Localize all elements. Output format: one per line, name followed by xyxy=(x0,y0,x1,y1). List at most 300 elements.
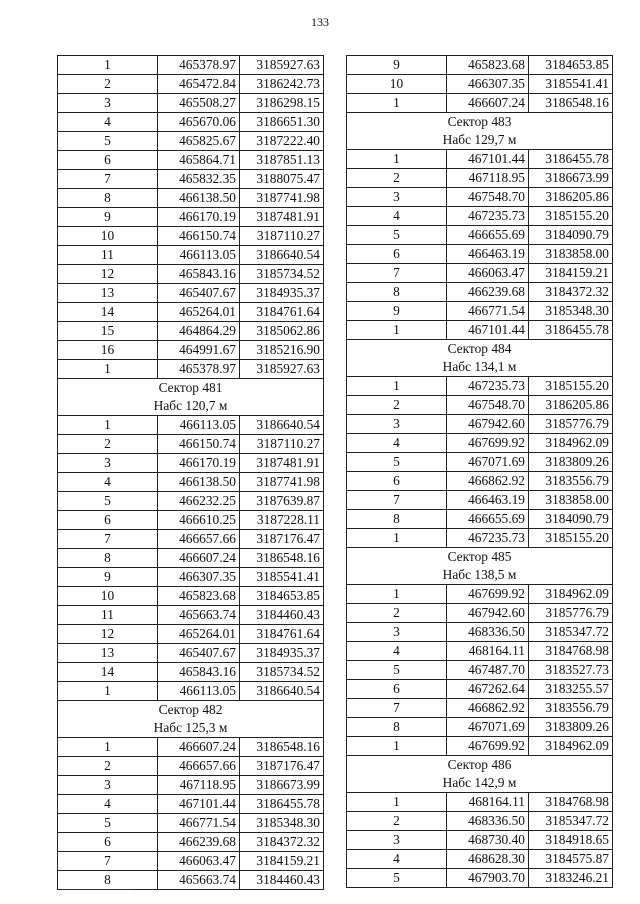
nabs-row xyxy=(347,566,613,585)
table-row xyxy=(58,94,324,113)
nabs-row xyxy=(347,358,613,377)
y-coordinate-cell: 3185776.79 xyxy=(529,604,613,623)
nabs-value: Набс 129,7 м xyxy=(347,131,613,150)
table-row xyxy=(347,396,613,415)
table-row xyxy=(347,434,613,453)
point-number-cell: 10 xyxy=(58,227,158,246)
table-row xyxy=(58,871,324,890)
point-number-cell: 5 xyxy=(347,661,447,680)
point-number-cell: 1 xyxy=(58,416,158,435)
point-number-cell: 7 xyxy=(347,491,447,510)
x-coordinate-cell: 464864.29 xyxy=(158,322,240,341)
y-coordinate-cell: 3187481.91 xyxy=(240,208,324,227)
x-coordinate-cell: 466113.05 xyxy=(158,246,240,265)
y-coordinate-cell: 3186298.15 xyxy=(240,94,324,113)
y-coordinate-cell: 3184935.37 xyxy=(240,644,324,663)
x-coordinate-cell: 466862.92 xyxy=(447,472,529,491)
y-coordinate-cell: 3185155.20 xyxy=(529,377,613,396)
table-row xyxy=(347,812,613,831)
x-coordinate-cell: 467699.92 xyxy=(447,585,529,604)
table-row xyxy=(347,793,613,812)
table-row xyxy=(58,814,324,833)
y-coordinate-cell: 3186548.16 xyxy=(529,94,613,113)
x-coordinate-cell: 467235.73 xyxy=(447,207,529,226)
point-number-cell: 6 xyxy=(347,245,447,264)
y-coordinate-cell: 3184460.43 xyxy=(240,606,324,625)
y-coordinate-cell: 3184653.85 xyxy=(529,56,613,75)
sector-header-row xyxy=(347,548,613,567)
table-row xyxy=(347,302,613,321)
table-row xyxy=(58,795,324,814)
y-coordinate-cell: 3183556.79 xyxy=(529,699,613,718)
table-row xyxy=(58,587,324,606)
y-coordinate-cell: 3184090.79 xyxy=(529,226,613,245)
x-coordinate-cell: 466063.47 xyxy=(158,852,240,871)
nabs-row xyxy=(347,131,613,150)
sector-title: Сектор 486 xyxy=(347,756,613,775)
x-coordinate-cell: 466655.69 xyxy=(447,510,529,529)
y-coordinate-cell: 3184962.09 xyxy=(529,434,613,453)
point-number-cell: 12 xyxy=(58,265,158,284)
table-row xyxy=(58,227,324,246)
point-number-cell: 8 xyxy=(347,718,447,737)
x-coordinate-cell: 467903.70 xyxy=(447,869,529,888)
y-coordinate-cell: 3185776.79 xyxy=(529,415,613,434)
sector-header-row xyxy=(347,113,613,132)
y-coordinate-cell: 3184460.43 xyxy=(240,871,324,890)
table-row xyxy=(58,454,324,473)
table-row xyxy=(347,869,613,888)
point-number-cell: 3 xyxy=(347,831,447,850)
y-coordinate-cell: 3186548.16 xyxy=(240,738,324,757)
point-number-cell: 9 xyxy=(58,208,158,227)
x-coordinate-cell: 467699.92 xyxy=(447,434,529,453)
y-coordinate-cell: 3184090.79 xyxy=(529,510,613,529)
x-coordinate-cell: 465264.01 xyxy=(158,625,240,644)
y-coordinate-cell: 3185216.90 xyxy=(240,341,324,360)
table-row xyxy=(58,663,324,682)
x-coordinate-cell: 467262.64 xyxy=(447,680,529,699)
y-coordinate-cell: 3186455.78 xyxy=(529,321,613,340)
x-coordinate-cell: 465264.01 xyxy=(158,303,240,322)
y-coordinate-cell: 3187639.87 xyxy=(240,492,324,511)
table-row xyxy=(58,852,324,871)
x-coordinate-cell: 468164.11 xyxy=(447,793,529,812)
y-coordinate-cell: 3186205.86 xyxy=(529,188,613,207)
x-coordinate-cell: 465823.68 xyxy=(447,56,529,75)
x-coordinate-cell: 465663.74 xyxy=(158,871,240,890)
y-coordinate-cell: 3184962.09 xyxy=(529,585,613,604)
table-row xyxy=(58,341,324,360)
y-coordinate-cell: 3185927.63 xyxy=(240,56,324,75)
point-number-cell: 2 xyxy=(58,75,158,94)
point-number-cell: 9 xyxy=(347,302,447,321)
y-coordinate-cell: 3187228.11 xyxy=(240,511,324,530)
table-row xyxy=(347,529,613,548)
point-number-cell: 8 xyxy=(58,189,158,208)
x-coordinate-cell: 465823.68 xyxy=(158,587,240,606)
y-coordinate-cell: 3184761.64 xyxy=(240,625,324,644)
table-row xyxy=(347,264,613,283)
table-row xyxy=(58,606,324,625)
point-number-cell: 8 xyxy=(347,283,447,302)
table-row xyxy=(347,623,613,642)
left-coordinates-column xyxy=(57,55,324,890)
x-coordinate-cell: 465843.16 xyxy=(158,265,240,284)
point-number-cell: 2 xyxy=(347,169,447,188)
point-number-cell: 1 xyxy=(58,682,158,701)
x-coordinate-cell: 465825.67 xyxy=(158,132,240,151)
table-row xyxy=(347,472,613,491)
point-number-cell: 4 xyxy=(58,473,158,492)
point-number-cell: 3 xyxy=(58,94,158,113)
x-coordinate-cell: 466607.24 xyxy=(158,738,240,757)
y-coordinate-cell: 3186455.78 xyxy=(529,150,613,169)
sector-title: Сектор 484 xyxy=(347,340,613,359)
table-row xyxy=(58,568,324,587)
point-number-cell: 1 xyxy=(347,737,447,756)
point-number-cell: 1 xyxy=(347,793,447,812)
table-row xyxy=(347,56,613,75)
point-number-cell: 5 xyxy=(347,453,447,472)
y-coordinate-cell: 3184918.65 xyxy=(529,831,613,850)
table-row xyxy=(58,473,324,492)
x-coordinate-cell: 467235.73 xyxy=(447,529,529,548)
table-row xyxy=(347,321,613,340)
table-row xyxy=(347,831,613,850)
point-number-cell: 3 xyxy=(347,623,447,642)
point-number-cell: 4 xyxy=(58,795,158,814)
point-number-cell: 2 xyxy=(347,604,447,623)
x-coordinate-cell: 465378.97 xyxy=(158,56,240,75)
table-row xyxy=(347,510,613,529)
y-coordinate-cell: 3186673.99 xyxy=(240,776,324,795)
table-row xyxy=(347,169,613,188)
x-coordinate-cell: 467101.44 xyxy=(447,150,529,169)
point-number-cell: 4 xyxy=(347,207,447,226)
point-number-cell: 11 xyxy=(58,606,158,625)
point-number-cell: 6 xyxy=(347,472,447,491)
y-coordinate-cell: 3185155.20 xyxy=(529,207,613,226)
x-coordinate-cell: 465670.06 xyxy=(158,113,240,132)
table-row xyxy=(347,453,613,472)
table-row xyxy=(58,189,324,208)
y-coordinate-cell: 3183246.21 xyxy=(529,869,613,888)
x-coordinate-cell: 468730.40 xyxy=(447,831,529,850)
sector-title: Сектор 485 xyxy=(347,548,613,567)
point-number-cell: 7 xyxy=(347,264,447,283)
x-coordinate-cell: 466862.92 xyxy=(447,699,529,718)
y-coordinate-cell: 3185155.20 xyxy=(529,529,613,548)
point-number-cell: 5 xyxy=(58,492,158,511)
x-coordinate-cell: 467548.70 xyxy=(447,188,529,207)
y-coordinate-cell: 3187481.91 xyxy=(240,454,324,473)
table-row xyxy=(58,322,324,341)
table-row xyxy=(347,207,613,226)
nabs-value: Набс 138,5 м xyxy=(347,566,613,585)
table-row xyxy=(347,415,613,434)
y-coordinate-cell: 3186242.73 xyxy=(240,75,324,94)
point-number-cell: 7 xyxy=(58,530,158,549)
x-coordinate-cell: 465843.16 xyxy=(158,663,240,682)
nabs-value: Набс 120,7 м xyxy=(58,397,324,416)
x-coordinate-cell: 466063.47 xyxy=(447,264,529,283)
x-coordinate-cell: 466607.24 xyxy=(158,549,240,568)
table-row xyxy=(58,833,324,852)
point-number-cell: 5 xyxy=(58,814,158,833)
table-row xyxy=(347,661,613,680)
right-coordinates-column xyxy=(346,55,613,888)
nabs-row xyxy=(58,719,324,738)
y-coordinate-cell: 3186640.54 xyxy=(240,416,324,435)
table-row xyxy=(347,94,613,113)
x-coordinate-cell: 466771.54 xyxy=(158,814,240,833)
table-row xyxy=(58,208,324,227)
y-coordinate-cell: 3185734.52 xyxy=(240,265,324,284)
y-coordinate-cell: 3187176.47 xyxy=(240,530,324,549)
table-row xyxy=(58,75,324,94)
point-number-cell: 14 xyxy=(58,303,158,322)
point-number-cell: 3 xyxy=(347,188,447,207)
y-coordinate-cell: 3184372.32 xyxy=(240,833,324,852)
point-number-cell: 8 xyxy=(58,549,158,568)
table-row xyxy=(58,284,324,303)
point-number-cell: 16 xyxy=(58,341,158,360)
y-coordinate-cell: 3184768.98 xyxy=(529,642,613,661)
point-number-cell: 1 xyxy=(347,585,447,604)
y-coordinate-cell: 3185347.72 xyxy=(529,623,613,642)
sector-title: Сектор 483 xyxy=(347,113,613,132)
y-coordinate-cell: 3183858.00 xyxy=(529,491,613,510)
y-coordinate-cell: 3186673.99 xyxy=(529,169,613,188)
point-number-cell: 2 xyxy=(347,812,447,831)
x-coordinate-cell: 467699.92 xyxy=(447,737,529,756)
x-coordinate-cell: 466655.69 xyxy=(447,226,529,245)
table-row xyxy=(58,511,324,530)
x-coordinate-cell: 466657.66 xyxy=(158,757,240,776)
table-row xyxy=(58,265,324,284)
y-coordinate-cell: 3186640.54 xyxy=(240,682,324,701)
y-coordinate-cell: 3184575.87 xyxy=(529,850,613,869)
x-coordinate-cell: 465832.35 xyxy=(158,170,240,189)
table-row xyxy=(347,737,613,756)
table-row xyxy=(347,718,613,737)
point-number-cell: 5 xyxy=(347,226,447,245)
table-row xyxy=(58,757,324,776)
point-number-cell: 7 xyxy=(347,699,447,718)
y-coordinate-cell: 3184768.98 xyxy=(529,793,613,812)
y-coordinate-cell: 3187851.13 xyxy=(240,151,324,170)
table-row xyxy=(58,625,324,644)
table-row xyxy=(347,699,613,718)
point-number-cell: 4 xyxy=(347,434,447,453)
x-coordinate-cell: 466113.05 xyxy=(158,682,240,701)
table-row xyxy=(347,75,613,94)
point-number-cell: 4 xyxy=(347,850,447,869)
x-coordinate-cell: 466463.19 xyxy=(447,245,529,264)
point-number-cell: 2 xyxy=(58,757,158,776)
table-row xyxy=(347,491,613,510)
page-number: 133 xyxy=(311,15,329,29)
x-coordinate-cell: 467487.70 xyxy=(447,661,529,680)
point-number-cell: 6 xyxy=(58,833,158,852)
x-coordinate-cell: 466138.50 xyxy=(158,473,240,492)
y-coordinate-cell: 3185541.41 xyxy=(240,568,324,587)
x-coordinate-cell: 467942.60 xyxy=(447,415,529,434)
point-number-cell: 15 xyxy=(58,322,158,341)
table-row xyxy=(58,644,324,663)
x-coordinate-cell: 465864.71 xyxy=(158,151,240,170)
point-number-cell: 12 xyxy=(58,625,158,644)
x-coordinate-cell: 467118.95 xyxy=(158,776,240,795)
table-row xyxy=(58,151,324,170)
y-coordinate-cell: 3184372.32 xyxy=(529,283,613,302)
x-coordinate-cell: 466239.68 xyxy=(158,833,240,852)
y-coordinate-cell: 3185734.52 xyxy=(240,663,324,682)
table-row xyxy=(58,738,324,757)
table-row xyxy=(58,56,324,75)
x-coordinate-cell: 465378.97 xyxy=(158,360,240,379)
table-row xyxy=(347,850,613,869)
y-coordinate-cell: 3187741.98 xyxy=(240,189,324,208)
point-number-cell: 13 xyxy=(58,644,158,663)
point-number-cell: 10 xyxy=(347,75,447,94)
table-row xyxy=(58,360,324,379)
table-row xyxy=(58,776,324,795)
x-coordinate-cell: 466170.19 xyxy=(158,454,240,473)
point-number-cell: 5 xyxy=(58,132,158,151)
x-coordinate-cell: 466610.25 xyxy=(158,511,240,530)
y-coordinate-cell: 3184159.21 xyxy=(240,852,324,871)
x-coordinate-cell: 466607.24 xyxy=(447,94,529,113)
footer-rule xyxy=(62,889,134,890)
table-row xyxy=(58,170,324,189)
y-coordinate-cell: 3184935.37 xyxy=(240,284,324,303)
point-number-cell: 9 xyxy=(347,56,447,75)
x-coordinate-cell: 467071.69 xyxy=(447,718,529,737)
x-coordinate-cell: 467101.44 xyxy=(447,321,529,340)
x-coordinate-cell: 466113.05 xyxy=(158,416,240,435)
y-coordinate-cell: 3186640.54 xyxy=(240,246,324,265)
x-coordinate-cell: 466771.54 xyxy=(447,302,529,321)
x-coordinate-cell: 466657.66 xyxy=(158,530,240,549)
y-coordinate-cell: 3184962.09 xyxy=(529,737,613,756)
sector-header-row xyxy=(58,701,324,720)
y-coordinate-cell: 3185062.86 xyxy=(240,322,324,341)
point-number-cell: 4 xyxy=(58,113,158,132)
y-coordinate-cell: 3184761.64 xyxy=(240,303,324,322)
table-row xyxy=(58,416,324,435)
coordinates-table-left xyxy=(57,55,324,890)
point-number-cell: 8 xyxy=(347,510,447,529)
y-coordinate-cell: 3186455.78 xyxy=(240,795,324,814)
table-row xyxy=(347,585,613,604)
y-coordinate-cell: 3186651.30 xyxy=(240,113,324,132)
point-number-cell: 8 xyxy=(58,871,158,890)
table-row xyxy=(347,680,613,699)
point-number-cell: 1 xyxy=(58,360,158,379)
nabs-value: Набс 125,3 м xyxy=(58,719,324,738)
point-number-cell: 1 xyxy=(347,377,447,396)
y-coordinate-cell: 3185927.63 xyxy=(240,360,324,379)
y-coordinate-cell: 3183809.26 xyxy=(529,718,613,737)
x-coordinate-cell: 467071.69 xyxy=(447,453,529,472)
x-coordinate-cell: 467101.44 xyxy=(158,795,240,814)
table-row xyxy=(58,132,324,151)
table-row xyxy=(58,530,324,549)
y-coordinate-cell: 3183858.00 xyxy=(529,245,613,264)
point-number-cell: 6 xyxy=(58,511,158,530)
sector-header-row xyxy=(347,756,613,775)
y-coordinate-cell: 3185347.72 xyxy=(529,812,613,831)
y-coordinate-cell: 3183527.73 xyxy=(529,661,613,680)
table-row xyxy=(347,604,613,623)
sector-title: Сектор 482 xyxy=(58,701,324,720)
x-coordinate-cell: 466150.74 xyxy=(158,435,240,454)
y-coordinate-cell: 3184653.85 xyxy=(240,587,324,606)
x-coordinate-cell: 468164.11 xyxy=(447,642,529,661)
point-number-cell: 6 xyxy=(347,680,447,699)
x-coordinate-cell: 465663.74 xyxy=(158,606,240,625)
nabs-value: Набс 142,9 м xyxy=(347,774,613,793)
point-number-cell: 1 xyxy=(347,321,447,340)
table-row xyxy=(347,642,613,661)
point-number-cell: 13 xyxy=(58,284,158,303)
point-number-cell: 10 xyxy=(58,587,158,606)
x-coordinate-cell: 465407.67 xyxy=(158,644,240,663)
x-coordinate-cell: 466232.25 xyxy=(158,492,240,511)
point-number-cell: 3 xyxy=(58,454,158,473)
y-coordinate-cell: 3184159.21 xyxy=(529,264,613,283)
x-coordinate-cell: 465472.84 xyxy=(158,75,240,94)
coordinates-table-right xyxy=(346,55,613,888)
point-number-cell: 7 xyxy=(58,852,158,871)
y-coordinate-cell: 3185348.30 xyxy=(240,814,324,833)
y-coordinate-cell: 3187110.27 xyxy=(240,227,324,246)
point-number-cell: 2 xyxy=(347,396,447,415)
point-number-cell: 1 xyxy=(347,529,447,548)
y-coordinate-cell: 3187741.98 xyxy=(240,473,324,492)
x-coordinate-cell: 467548.70 xyxy=(447,396,529,415)
x-coordinate-cell: 468336.50 xyxy=(447,623,529,642)
y-coordinate-cell: 3187222.40 xyxy=(240,132,324,151)
sector-header-row xyxy=(347,340,613,359)
point-number-cell: 3 xyxy=(58,776,158,795)
x-coordinate-cell: 466307.35 xyxy=(447,75,529,94)
table-row xyxy=(347,283,613,302)
table-row xyxy=(58,492,324,511)
point-number-cell: 6 xyxy=(58,151,158,170)
x-coordinate-cell: 465407.67 xyxy=(158,284,240,303)
x-coordinate-cell: 468336.50 xyxy=(447,812,529,831)
x-coordinate-cell: 466307.35 xyxy=(158,568,240,587)
table-row xyxy=(58,435,324,454)
y-coordinate-cell: 3186205.86 xyxy=(529,396,613,415)
x-coordinate-cell: 466138.50 xyxy=(158,189,240,208)
point-number-cell: 4 xyxy=(347,642,447,661)
point-number-cell: 9 xyxy=(58,568,158,587)
point-number-cell: 2 xyxy=(58,435,158,454)
x-coordinate-cell: 467118.95 xyxy=(447,169,529,188)
x-coordinate-cell: 465508.27 xyxy=(158,94,240,113)
table-row xyxy=(58,303,324,322)
table-row xyxy=(58,113,324,132)
x-coordinate-cell: 467235.73 xyxy=(447,377,529,396)
x-coordinate-cell: 466463.19 xyxy=(447,491,529,510)
x-coordinate-cell: 466239.68 xyxy=(447,283,529,302)
point-number-cell: 3 xyxy=(347,415,447,434)
table-row xyxy=(347,188,613,207)
